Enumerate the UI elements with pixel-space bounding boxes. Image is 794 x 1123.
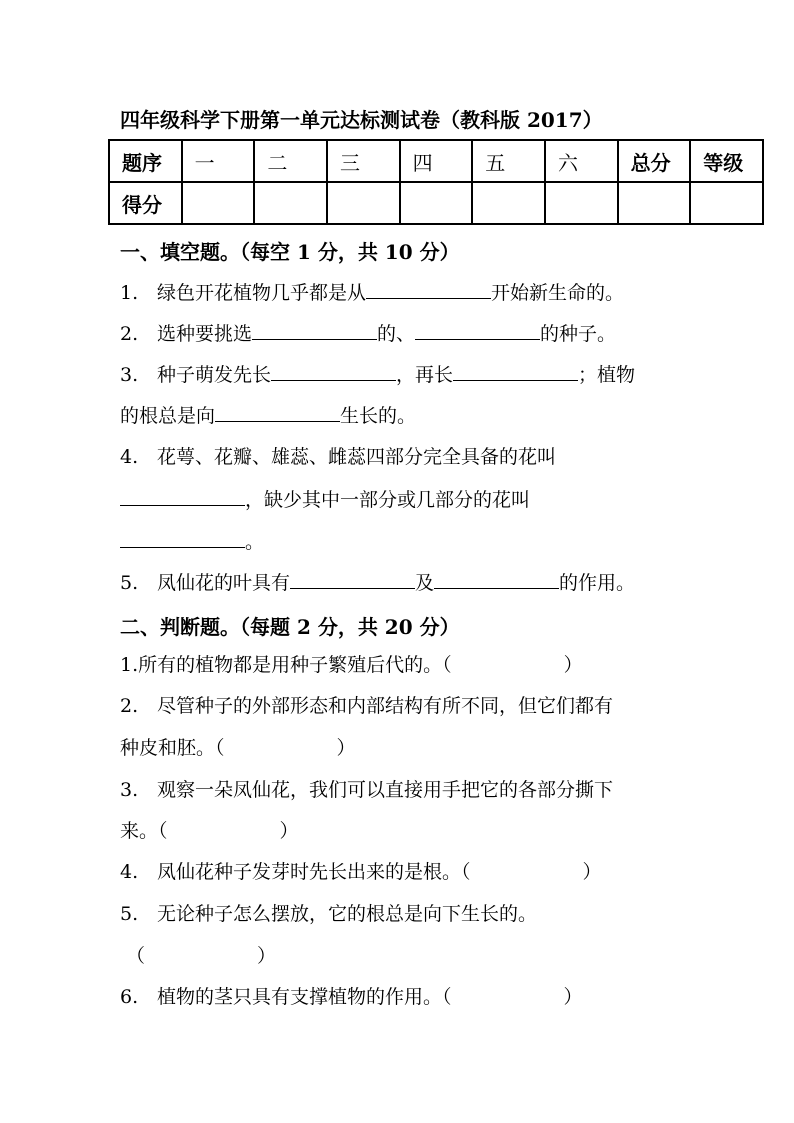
- question-text: ）: [336, 737, 356, 759]
- section2-heading: 二、判断题。（每题 2 分，共 20 分）: [120, 615, 460, 639]
- question-number: 5.: [120, 903, 139, 925]
- answer-blank[interactable]: [215, 403, 340, 422]
- score-cell-grade[interactable]: [690, 182, 763, 224]
- question-text: 尽管种子的外部形态和内部结构有所不同，但它们都有: [157, 695, 614, 717]
- section1-heading: 一、填空题。（每空 1 分，共 10 分）: [120, 240, 460, 264]
- question-text: 1.所有的植物都是用种子繁殖后代的。（: [120, 654, 452, 676]
- answer-blank[interactable]: [453, 362, 578, 381]
- score-table-score-row: [109, 182, 763, 224]
- question-number: 1.: [120, 282, 139, 304]
- answer-blank[interactable]: [434, 570, 559, 589]
- fill-question-3: [120, 362, 635, 387]
- fill-question-4: [120, 445, 556, 469]
- header-cell-4: 四: [400, 140, 473, 182]
- judge-question-3-cont: [120, 819, 299, 843]
- answer-blank[interactable]: [120, 487, 245, 506]
- judge-question-1: [120, 653, 583, 677]
- score-cell-3[interactable]: [327, 182, 400, 224]
- question-text: ；植物: [578, 364, 636, 386]
- question-text: ）: [563, 654, 583, 676]
- question-text: 来。（: [120, 820, 168, 842]
- header-cell-6: 六: [545, 140, 618, 182]
- answer-blank[interactable]: [271, 362, 396, 381]
- question-text: 植物的茎只具有支撑植物的作用。（: [157, 986, 452, 1008]
- question-text: ，缺少其中一部分或几部分的花叫: [245, 489, 531, 511]
- question-text: 的、: [377, 323, 416, 345]
- score-cell-5[interactable]: [472, 182, 545, 224]
- question-text: （: [126, 945, 146, 967]
- judge-question-2: [120, 694, 613, 718]
- question-text: 种子萌发先长: [157, 364, 272, 386]
- header-cell-1: 一: [182, 140, 255, 182]
- judge-question-6: [120, 985, 583, 1009]
- fill-question-4-cont: [120, 487, 530, 512]
- question-number: 3.: [120, 779, 139, 801]
- answer-blank[interactable]: [366, 280, 491, 299]
- question-text: 凤仙花种子发芽时先长出来的是根。（: [157, 861, 471, 883]
- header-cell-2: 二: [254, 140, 327, 182]
- question-text: ）: [257, 945, 277, 967]
- judge-question-5: [120, 902, 537, 926]
- question-text: ）: [279, 820, 299, 842]
- header-cell-grade: 等级: [690, 140, 763, 182]
- answer-blank[interactable]: [290, 570, 415, 589]
- score-cell-total[interactable]: [618, 182, 691, 224]
- question-text: 凤仙花的叶具有: [157, 572, 291, 594]
- header-cell-total: 总分: [618, 140, 691, 182]
- question-number: 2.: [120, 695, 139, 717]
- question-number: 5.: [120, 572, 139, 594]
- question-number: 4.: [120, 861, 139, 883]
- question-text: 的作用。: [559, 572, 636, 594]
- header-cell-5: 五: [472, 140, 545, 182]
- answer-blank[interactable]: [252, 321, 377, 340]
- judge-question-5-cont: [126, 944, 276, 968]
- fill-question-2: [120, 321, 616, 346]
- question-text: 。: [245, 531, 265, 553]
- question-text: 及: [415, 572, 435, 594]
- question-number: 3.: [120, 364, 139, 386]
- fill-question-3-cont: [120, 403, 416, 428]
- judge-question-2-cont: [120, 736, 356, 760]
- question-text: ）: [582, 861, 602, 883]
- question-text: 生长的。: [340, 405, 417, 427]
- question-number: 2.: [120, 323, 139, 345]
- question-text: 花萼、花瓣、雄蕊、雌蕊四部分完全具备的花叫: [157, 446, 557, 468]
- question-text: ，再长: [396, 364, 454, 386]
- score-table-header-row: [109, 140, 763, 182]
- question-text: 种皮和胚。（: [120, 737, 225, 759]
- question-text: 选种要挑选: [157, 323, 253, 345]
- answer-blank[interactable]: [120, 529, 245, 548]
- fill-question-1: [120, 280, 624, 305]
- exam-title: 四年级科学下册第一单元达标测试卷（教科版 2017）: [120, 108, 603, 132]
- score-cell-2[interactable]: [254, 182, 327, 224]
- question-text: 无论种子怎么摆放，它的根总是向下生长的。: [157, 903, 538, 925]
- header-cell-order: 题序: [109, 140, 182, 182]
- question-text: 的根总是向: [120, 405, 216, 427]
- question-text: ）: [563, 986, 583, 1008]
- judge-question-3: [120, 778, 613, 802]
- fill-question-4-cont2: [120, 529, 264, 554]
- row-label-score: 得分: [109, 182, 182, 224]
- judge-question-4: [120, 860, 602, 884]
- fill-question-5: [120, 570, 635, 595]
- score-cell-4[interactable]: [400, 182, 473, 224]
- score-cell-6[interactable]: [545, 182, 618, 224]
- question-text: 绿色开花植物几乎都是从: [157, 282, 367, 304]
- question-text: 的种子。: [540, 323, 617, 345]
- question-text: 开始新生命的。: [491, 282, 625, 304]
- question-number: 6.: [120, 986, 139, 1008]
- answer-blank[interactable]: [415, 321, 540, 340]
- question-text: 观察一朵凤仙花，我们可以直接用手把它的各部分撕下: [157, 779, 614, 801]
- question-number: 4.: [120, 446, 139, 468]
- header-cell-3: 三: [327, 140, 400, 182]
- score-table: [108, 139, 764, 225]
- score-cell-1[interactable]: [182, 182, 255, 224]
